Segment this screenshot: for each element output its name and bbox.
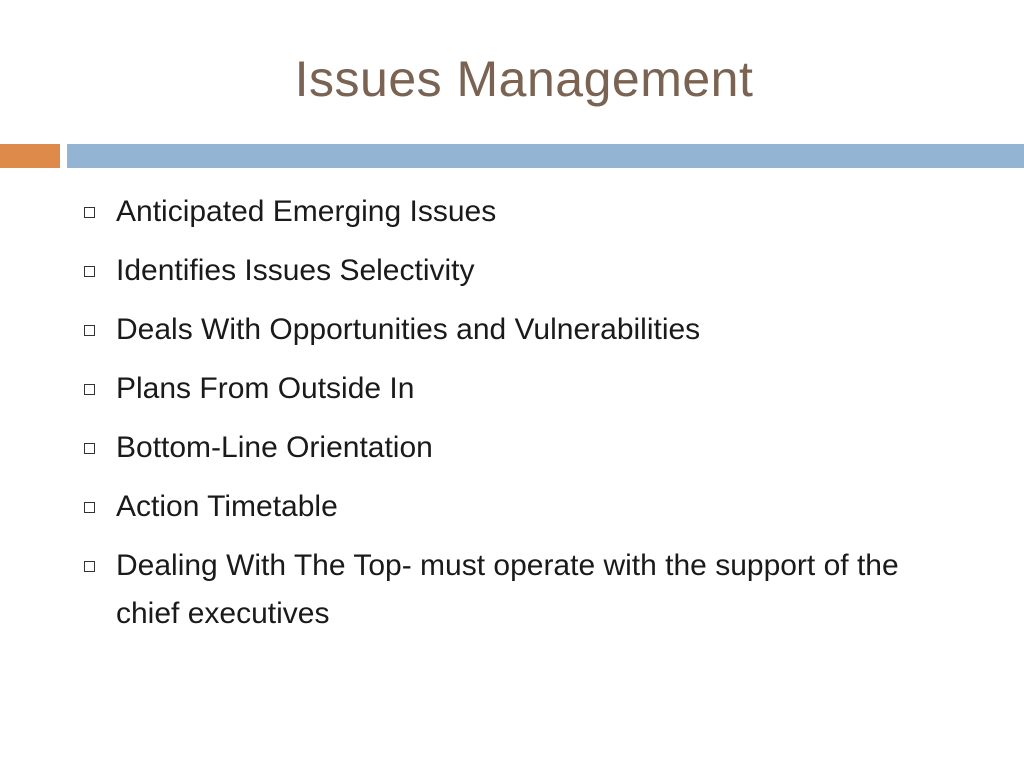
- bullet-item: [82, 424, 942, 472]
- accent-bar-orange: [0, 144, 60, 168]
- square-bullet-icon: [84, 266, 95, 277]
- bullet-text: Action Timetable: [116, 490, 338, 523]
- bullet-item: [82, 247, 942, 295]
- slide-title: Issues Management: [294, 51, 754, 107]
- bullet-item: [82, 365, 942, 413]
- square-bullet-icon: [84, 384, 95, 395]
- bullet-item: [82, 188, 942, 236]
- square-bullet-icon: [84, 325, 95, 336]
- bullet-text: Dealing With The Top- must operate with the support of the chief executives: [116, 549, 899, 630]
- bullet-item: [82, 306, 942, 354]
- square-bullet-icon: [84, 561, 95, 572]
- bullet-text: Bottom-Line Orientation: [116, 431, 433, 464]
- square-bullet-icon: [84, 443, 95, 454]
- bullet-text: Plans From Outside In: [116, 372, 415, 405]
- bullet-text: Deals With Opportunities and Vulnerabilities: [116, 313, 701, 346]
- square-bullet-icon: [84, 207, 95, 218]
- bullet-item: [82, 542, 942, 638]
- bullet-text: Identifies Issues Selectivity: [116, 254, 475, 287]
- accent-bar-blue: [67, 144, 1024, 168]
- square-bullet-icon: [84, 502, 95, 513]
- bullet-list: [82, 188, 942, 649]
- bullet-item: [82, 483, 942, 531]
- bullet-text: Anticipated Emerging Issues: [116, 195, 497, 228]
